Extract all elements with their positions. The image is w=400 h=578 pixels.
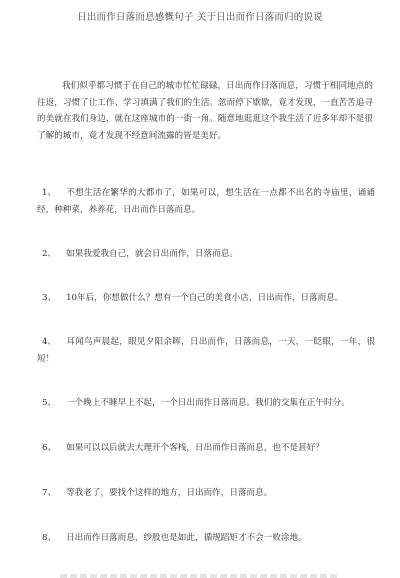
list-item-text: 不想生活在繁华的大都市了，如果可以，想生活在一点都不出名的寺庙里，诵诵经，种种菜，养养花，日出而作日落而息。 xyxy=(37,188,375,215)
list-item-6 xyxy=(37,440,375,457)
list-item-number: 7、 xyxy=(42,488,57,498)
list-item-7 xyxy=(37,485,375,502)
list-item-text: 等我老了，要找个这样的地方，日出而作，日落而息。 xyxy=(66,488,273,498)
list-item-text: 10年后，你想做什么？想有一个自己的美食小店，日出而作，日落而息。 xyxy=(66,293,344,303)
list-item-number: 8、 xyxy=(42,533,57,543)
list-item-text: 如果我爱我自己，就会日出而作，日落而息。 xyxy=(66,249,238,259)
list-item-number: 1、 xyxy=(42,188,57,198)
partial-text-line xyxy=(60,574,340,578)
list-item-5 xyxy=(37,395,375,412)
list-item-text: 耳闻鸟声晨起，眼见夕阳余晖，日出而作，日落而息，一天，一眨眼，一年，很短！ xyxy=(37,337,375,364)
list-item-2 xyxy=(37,246,375,263)
intro-paragraph: 我们似乎都习惯于在自己的城市忙忙碌碌，日出而作日落而息，习惯于相同地点的往返，习惯了让工作、学习填满了我们的生活。忽而停下歇歇，竟才发现，一直苦苦追寻的美就在我们身边，就在这座城市的一街一角。随意地逛逛这个我生活了近多年却不是很了解的城市，竟才发现不经意间流露的皆是美好。 xyxy=(37,81,373,141)
list-item-4 xyxy=(37,334,375,367)
list-item-8 xyxy=(37,530,375,547)
list-item-text: 一个晚上不睡早上不起，一个日出而作日落而息。我们的交集在正午时分。 xyxy=(66,398,350,408)
list-item-number: 4、 xyxy=(42,337,57,347)
list-item-text: 日出而作日落而息，纱股也是如此，循规蹈矩才不会一败涂地。 xyxy=(66,533,307,543)
list-item-number: 5、 xyxy=(42,398,57,408)
list-item-1 xyxy=(37,185,375,218)
list-item-3 xyxy=(37,290,375,307)
list-item-number: 2、 xyxy=(42,249,57,259)
list-item-number: 3、 xyxy=(42,293,57,303)
list-item-number: 6、 xyxy=(42,443,57,453)
document-title: 日出而作日落而息感慨句子 关于日出而作日落而归的说说 xyxy=(77,12,323,23)
next-line-cutoff xyxy=(0,571,400,578)
list-item-text: 如果可以以后就去大理开个客栈，日出而作日落而息，也不是甚好？ xyxy=(66,443,324,453)
